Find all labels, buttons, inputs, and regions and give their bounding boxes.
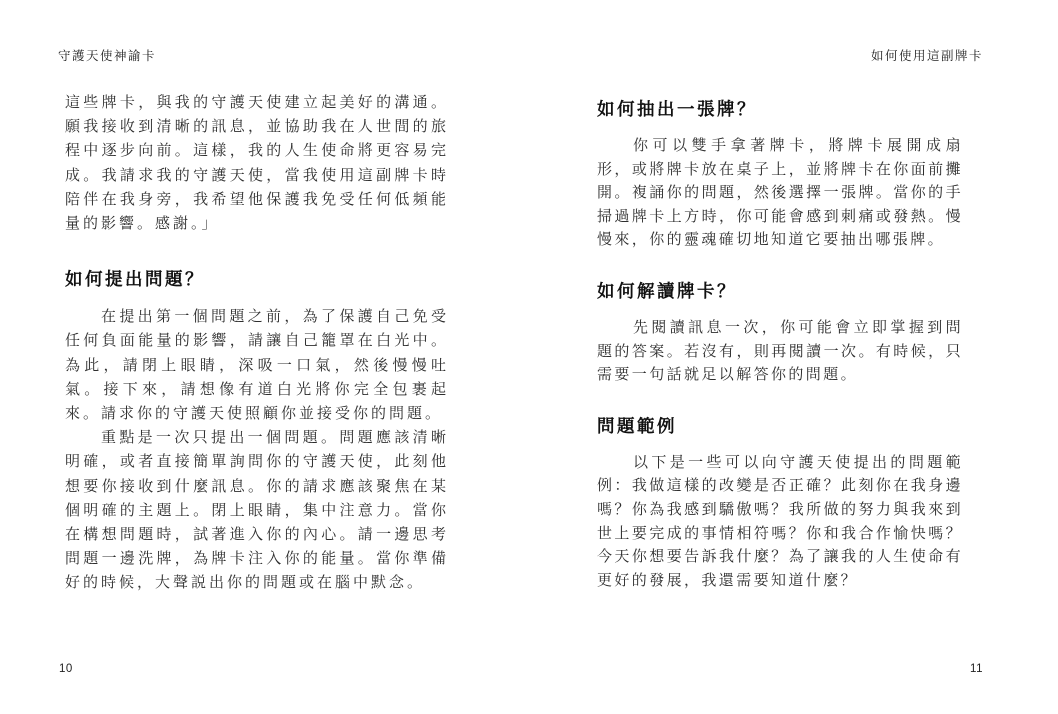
paragraph: 以下是一些可以向守護天使提出的問題範例：我做這樣的改變是否正確？此刻你在我身邊嗎？你為我感到驕傲嗎？我所做的努力與我來到世上要完成的事情相符嗎？你和我合作愉快嗎？今天你想要告訴我什麼？為了讓我的人生使命有更好的發展，我還需要知道什麼？ <box>597 453 963 589</box>
paragraph: 你可以雙手拿著牌卡，將牌卡展開成扇形，或將牌卡放在桌子上，並將牌卡在你面前攤開。複誦你的問題，然後選擇一張牌。當你的手掃過牌卡上方時，你可能會感到刺痛或發熱。慢慢來，你的靈魂確切地知道它要抽出哪張牌。 <box>597 137 963 249</box>
left-page-content <box>65 91 449 596</box>
paragraph: 在提出第一個問題之前，為了保護自己免受任何負面能量的影響，請讓自己籠罩在白光中。為此，請閉上眼睛，深吸一口氣，然後慢慢吐氣。接下來，請想像有道白光將你完全包裹起來。請求你的守護天使照顧你並接受你的問題。 <box>65 308 449 423</box>
section-heading-how-to-interpret: 如何解讀牌卡？ <box>597 280 737 301</box>
right-page-content <box>597 96 963 592</box>
running-header-left: 守護天使神諭卡 <box>58 49 157 63</box>
section-heading-how-to-draw: 如何抽出一張牌？ <box>597 99 757 119</box>
running-header-right: 如何使用這副牌卡 <box>870 49 983 63</box>
page-number-right: 11 <box>970 663 983 675</box>
section-heading-how-to-ask: 如何提出問題？ <box>65 269 205 290</box>
page-number-left: 10 <box>59 663 73 675</box>
paragraph: 先閱讀訊息一次，你可能會立即掌握到問題的答案。若沒有，則再閱讀一次。有時候，只需要一句話就足以解答你的問題。 <box>597 318 963 384</box>
paragraph-continuation: 這些牌卡，與我的守護天使建立起美好的溝通。願我接收到清晰的訊息，並協助我在人世間的旅程中逐步向前。這樣，我的人生使命將更容易完成。我請求我的守護天使，當我使用這副牌卡時陪伴在我身旁，我希望他保護我免受任何低頻能量的影響。感謝。」 <box>65 94 449 233</box>
section-heading-example-questions: 問題範例 <box>597 415 677 436</box>
paragraph: 重點是一次只提出一個問題。問題應該清晰明確，或者直接簡單詢問你的守護天使，此刻他想要你接收到什麼訊息。你的請求應該聚焦在某個明確的主題上。閉上眼睛，集中注意力。當你在構想問題時，試著進入你的內心。請一邊思考問題一邊洗牌，為牌卡注入你的能量。當你準備好的時候，大聲説出你的問題或在腦中默念。 <box>65 429 449 592</box>
